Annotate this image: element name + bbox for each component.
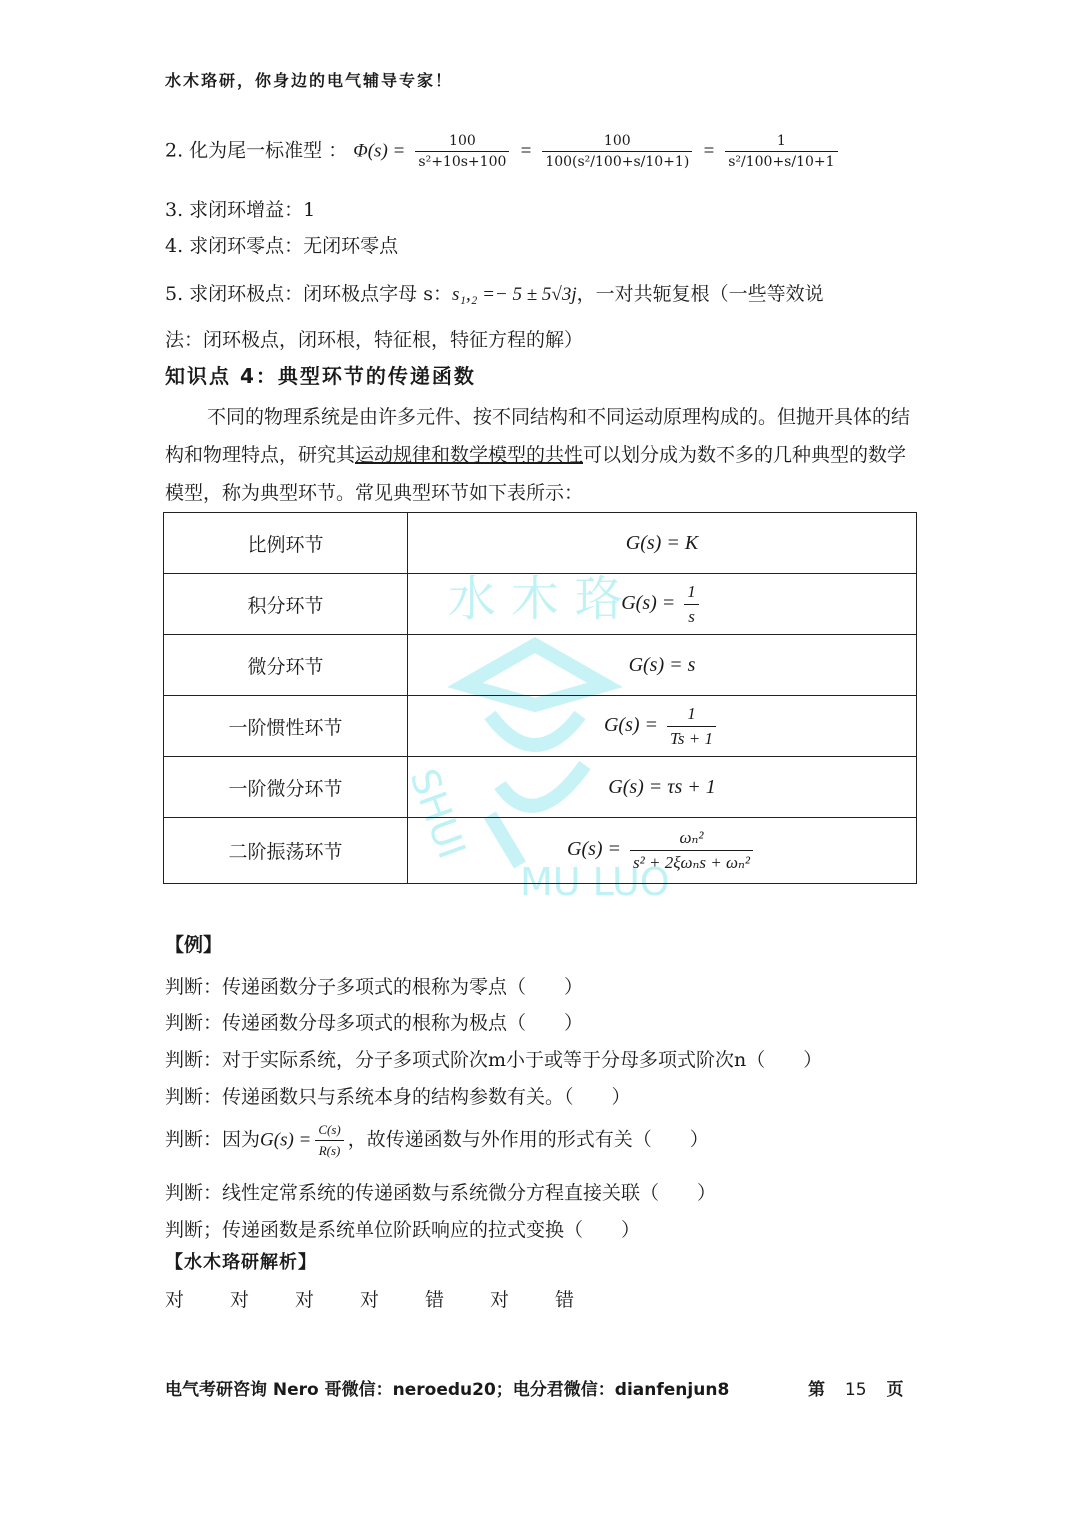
answer-item: 对 [295,1289,315,1311]
table-cell-formula: G(s) = K [408,513,917,574]
question-7: 判断；传递函数是系统单位阶跃响应的拉式变换（ ） [165,1219,641,1241]
question-5 [165,1122,709,1159]
step-2-line: 2. 化为尾一标准型 ： Φ(s) = $\frac{100}{\text{s²+10s+100}}$ = $\frac{100}{\text{100(s²/100+s/10+1)}}$ = $\frac{1}{\text{s²/100+s/10+1}}$ [165,133,842,170]
table-cell-formula [408,696,917,757]
step-2-label: 2. 化为尾一标准型 ： [165,139,348,162]
formula-num: 1 [684,582,699,605]
question-6: 判断：线性定常系统的传递函数与系统微分方程直接关联（ ） [165,1182,717,1204]
svg-text:MU LUO: MU LUO [520,860,670,904]
fraction-1-num: 100 [415,133,509,152]
intro-underline: 运动规律和数学模型的共性 [355,444,584,466]
table-row [164,757,917,818]
table-cell-name: 二阶振荡环节 [164,818,408,884]
table-row [164,818,917,884]
fraction-3-den: s²/100+s/10+1 [728,154,835,170]
table-cell-name: 一阶微分环节 [164,757,408,818]
table-cell-name: 一阶惯性环节 [164,696,408,757]
intro-text-2: 可以划分成为数不多的几种典型的数学模型，称为典型环节。常见典型环节如下表所示： [165,444,907,504]
question-1: 判断：传递函数分子多项式的根称为零点（ ） [165,976,584,998]
svg-text:SHUI: SHUI [401,763,475,865]
page-number-value: 15 [844,1380,867,1400]
step-5-text-a: 5. 求闭环极点：闭环极点字母 s： [165,283,452,305]
table-row [164,696,917,757]
formula-den: s [688,606,695,626]
phi-symbol: Φ(s) = [353,140,406,162]
answer-item: 对 [490,1289,510,1311]
formula-num: 1 [667,704,716,727]
answer-item: 对 [230,1289,250,1311]
question-5-g: G(s) = [260,1129,312,1151]
answer-item: 错 [425,1289,445,1311]
answer-item: 错 [555,1289,575,1311]
answers-row [165,1285,620,1312]
question-5-text-a: 判断：因为 [165,1128,261,1151]
page-number [808,1375,903,1400]
page-footer: 电气考研咨询 Nero 哥微信：neroedu20；电分君微信：dianfenjun8 [165,1380,730,1400]
page-suffix: 页 [886,1380,904,1400]
transfer-function-table [163,512,917,884]
svg-text:水 木 珞: 水 木 珞 [447,575,623,627]
step-4-line: 4. 求闭环零点：无闭环零点 [165,235,399,257]
fraction-1 [415,133,509,170]
table-cell-name: 比例环节 [164,513,408,574]
question-5-num: C(s) [315,1122,343,1141]
fraction-1-den: s²+10s+100 [418,154,507,170]
table-cell-formula: G(s) = s [408,635,917,696]
formula-lhs: G(s) = [603,713,659,736]
answer-item: 对 [165,1289,185,1311]
intro-text-1: 不同的物理系统是由许多元件、按不同结构和不同运动原理构成的。但抛开具体的结构和物理特点，研究其 [165,406,911,466]
example-tag: 【例】 [165,934,223,956]
page-header: 水木珞研，你身边的电气辅导专家！ [165,71,454,90]
formula-num: ωₙ² [630,828,753,851]
analysis-tag: 【水木珞研解析】 [165,1252,317,1273]
section-heading: 知识点 4：典型环节的传递函数 [165,364,476,388]
question-5-text-b: ，故传递函数与外作用的形式有关（ ） [347,1128,709,1151]
fraction-2 [542,133,692,170]
table-cell-formula: G(s) = τs + 1 [408,757,917,818]
step-5-line [165,279,824,306]
step-5-text-b: ，一对共轭复根（一些等效说 [576,283,824,305]
table-row [164,513,917,574]
question-3: 判断：对于实际系统，分子多项式阶次m小于或等于分母多项式阶次n（ ） [165,1049,823,1071]
step-5-formula: s₁,₂ =− 5 ± 5√3j [451,284,577,305]
question-2: 判断：传递函数分母多项式的根称为极点（ ） [165,1012,584,1034]
table-cell-formula [408,818,917,884]
answer-item: 对 [360,1289,380,1311]
table-row [164,635,917,696]
step-3-line: 3. 求闭环增益：1 [165,199,316,221]
question-4: 判断：传递函数只与系统本身的结构参数有关。（ ） [165,1086,631,1108]
fraction-2-den: 100(s²/100+s/10+1) [545,154,690,170]
fraction-3-num: 1 [725,133,837,152]
page-prefix: 第 [808,1380,825,1400]
question-5-den: R(s) [318,1143,341,1158]
formula-den: Ts + 1 [670,728,714,748]
fraction-2-num: 100 [542,133,692,152]
table-cell-formula [408,574,917,635]
table-cell-name: 微分环节 [164,635,408,696]
table-row [164,574,917,635]
intro-paragraph [165,398,917,512]
step-5-line-2: 法：闭环极点，闭环根，特征根，特征方程的解） [165,329,584,351]
fraction-3 [725,133,837,170]
formula-den: s² + 2ξωₙs + ωₙ² [633,853,750,872]
formula-lhs: G(s) = [567,838,622,861]
table-cell-name: 积分环节 [164,574,408,635]
formula-lhs: G(s) = [621,591,676,614]
